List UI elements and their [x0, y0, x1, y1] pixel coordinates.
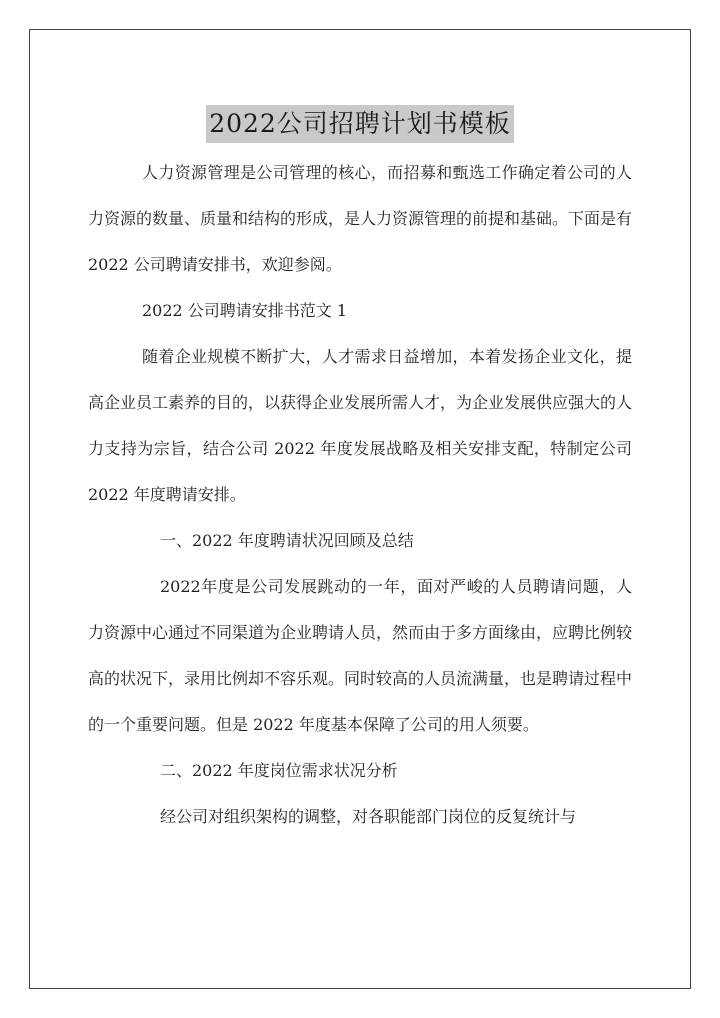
section-heading-2: 二、2022 年度岗位需求状况分析 [160, 761, 398, 780]
intro-paragraph: 人力资源管理是公司管理的核心，而招募和甄选工作确定着公司的人力资源的数量、质量和结构的形成，是人力资源管理的前提和基础。下面是有 2022 公司聘请安排书，欢迎参阅。 [88, 163, 633, 274]
section-heading-1: 一、2022 年度聘请状况回顾及总结 [160, 531, 414, 550]
body-paragraph-3: 经公司对组织架构的调整，对各职能部门岗位的反复统计与 [160, 807, 577, 826]
body-paragraph-2: 2022年度是公司发展跳动的一年，面对严峻的人员聘请问题，人力资源中心通过不同渠道为企业聘请人员，然而由于多方面缘由，应聘比例较高的状况下，录用比例却不容乐观。同时较高的人员流满量，也是聘请过程中的一个重要问题。但是 2022 年度基本保障了公司的用人须要。 [88, 577, 633, 734]
sample-heading: 2022 公司聘请安排书范文 1 [142, 301, 348, 320]
body-paragraph-1: 随着企业规模不断扩大，人才需求日益增加，本着发扬企业文化，提高企业员工素养的目的，以获得企业发展所需人才，为企业发展供应强大的人力支持为宗旨，结合公司 2022 年度发展战略及相关安排支配，特制定公司 2022 年度聘请安排。 [88, 347, 633, 504]
document-title: 2022公司招聘计划书模板 [206, 105, 514, 143]
document-body [88, 150, 632, 840]
title-area [0, 88, 720, 160]
